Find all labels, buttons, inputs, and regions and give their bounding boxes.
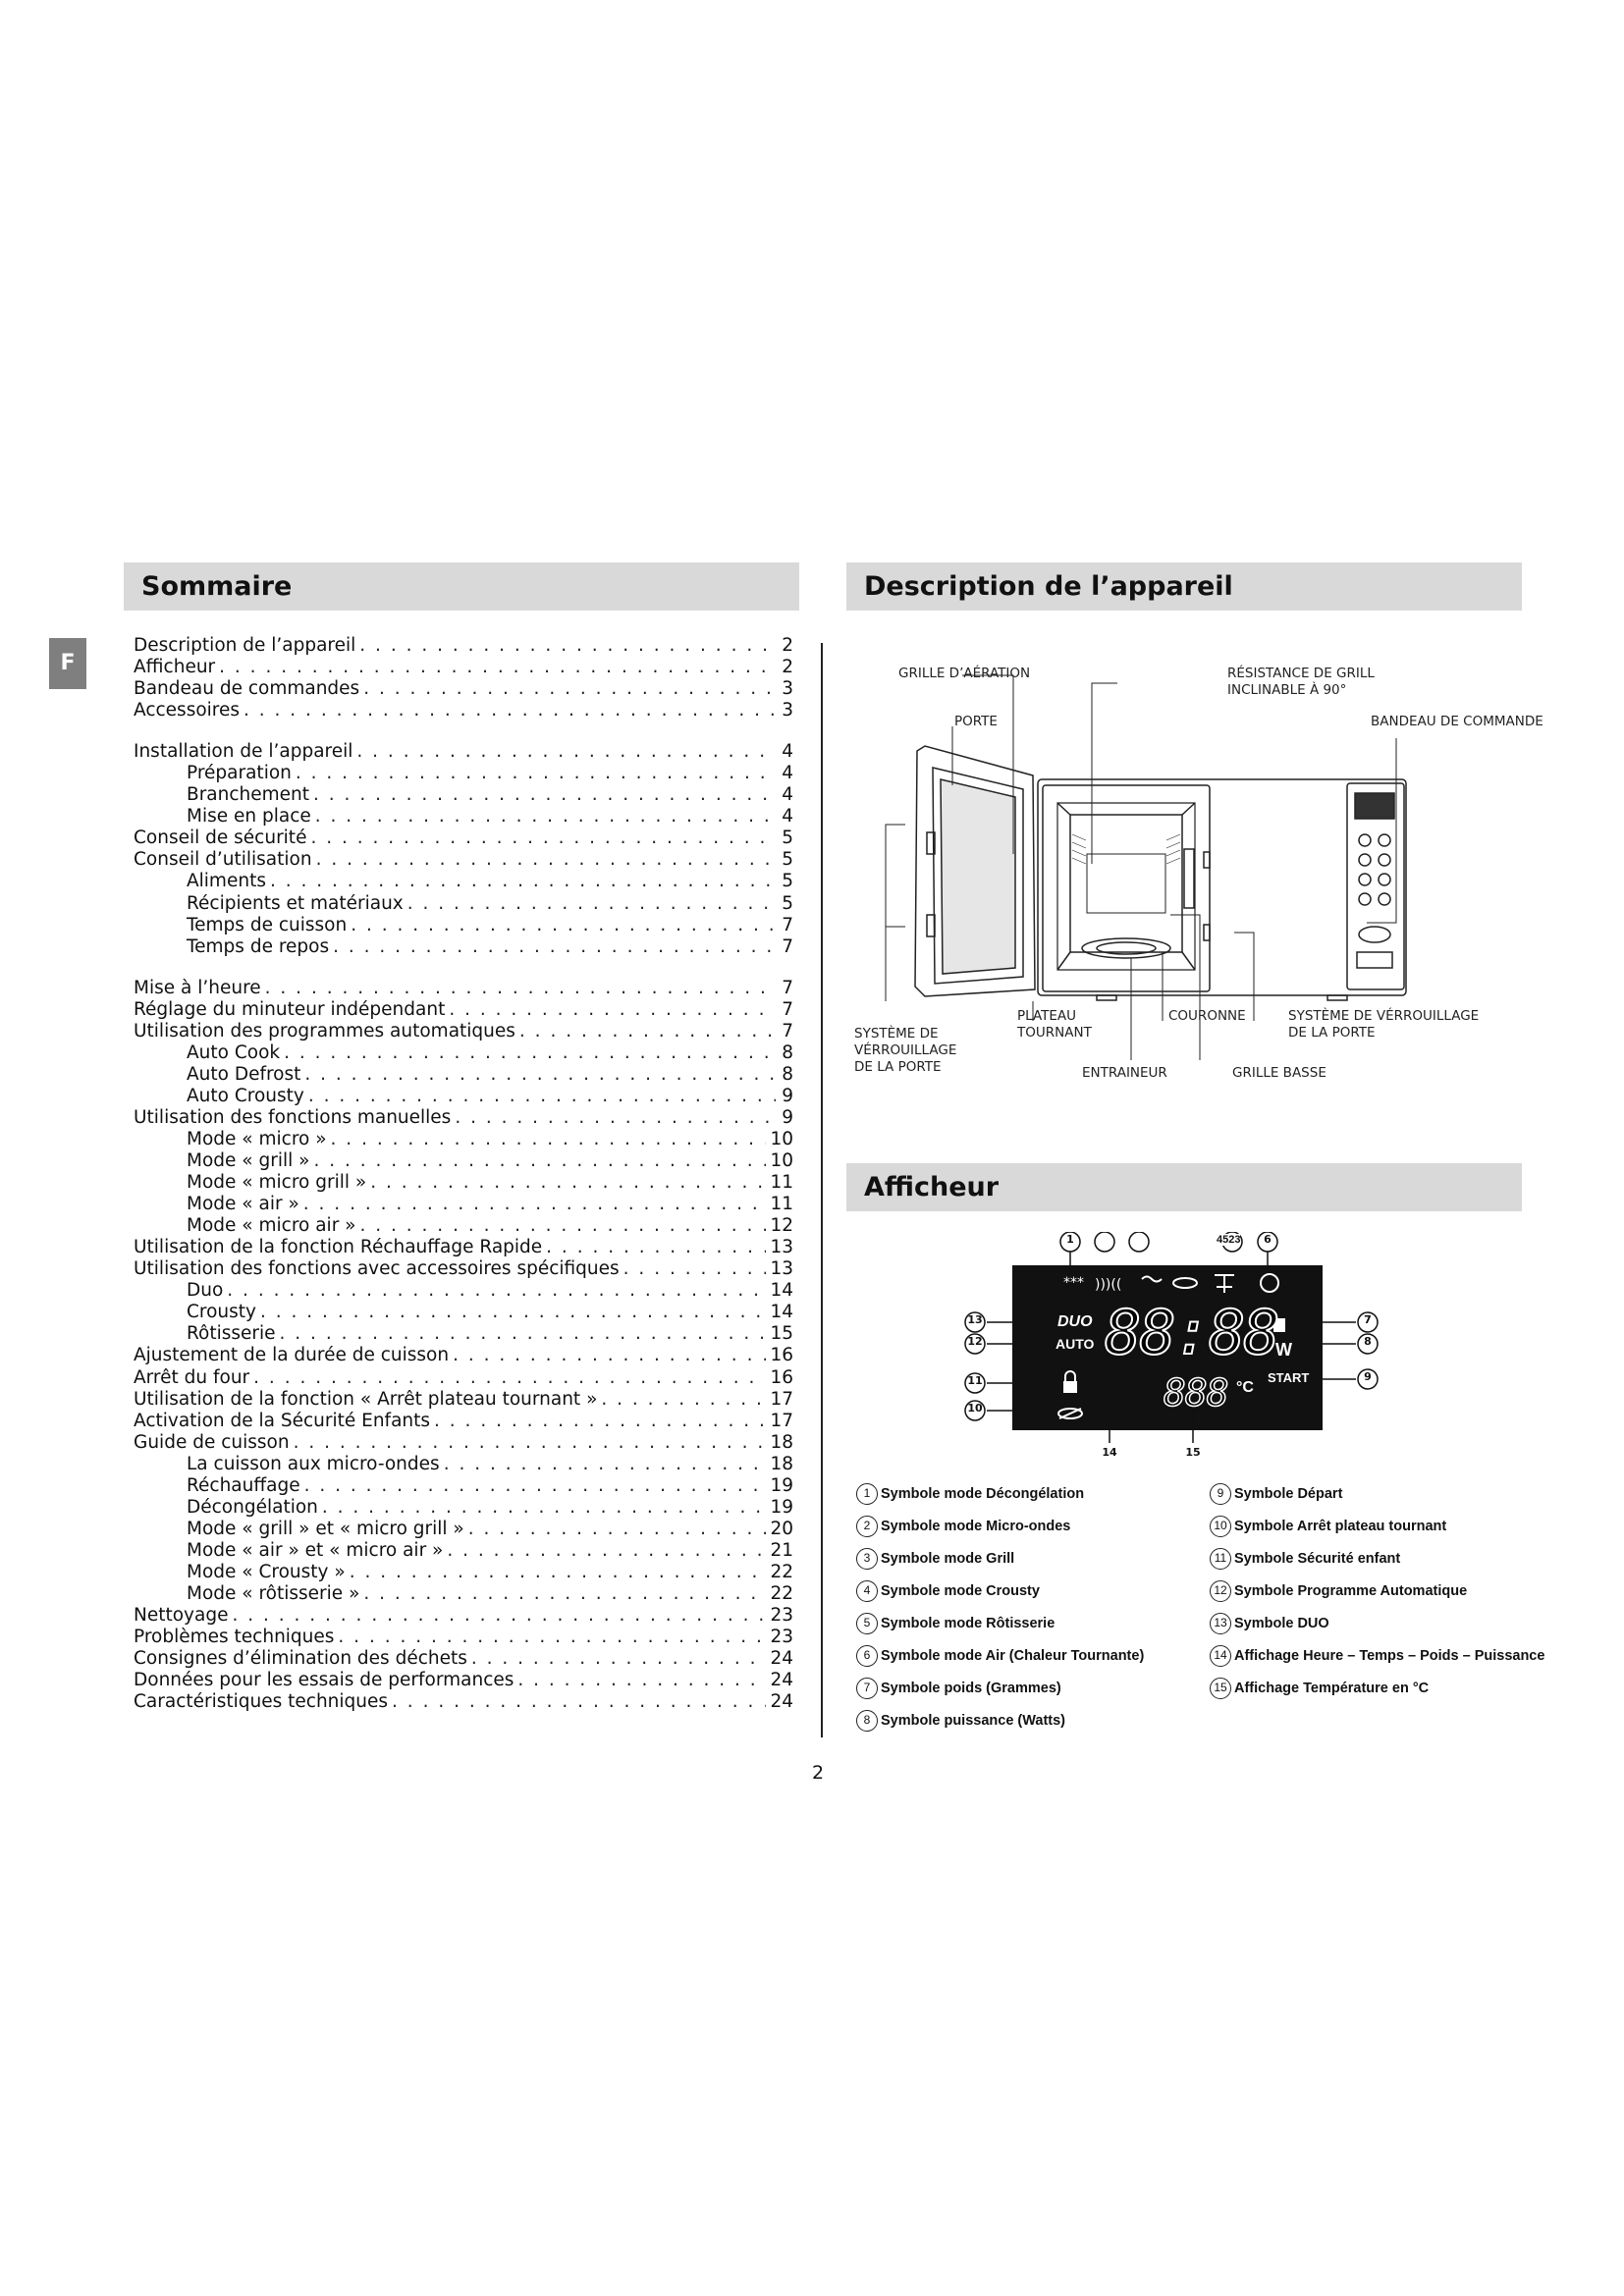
legend-item — [856, 1510, 1144, 1542]
toc-title: Conseil d’utilisation — [134, 849, 312, 871]
auto-symbol: AUTO — [1056, 1336, 1095, 1352]
callout-6: 6 — [1264, 1233, 1272, 1246]
toc-dots — [244, 700, 776, 721]
toc-entry — [134, 1367, 793, 1389]
language-tab: F — [49, 638, 86, 689]
toc-dots — [308, 1086, 776, 1107]
toc-title: Crousty — [187, 1302, 257, 1323]
toc-title: Afficheur — [134, 657, 216, 678]
toc-title: Mode « air » — [187, 1194, 299, 1215]
toc-title: Nettoyage — [134, 1605, 229, 1627]
toc-page: 16 — [770, 1366, 793, 1388]
label-grille-basse: GRILLE BASSE — [1232, 1065, 1326, 1081]
toc-page: 13 — [770, 1258, 793, 1280]
toc-title: Mode « air » et « micro air » — [187, 1539, 444, 1561]
legend-number: 7 — [856, 1678, 878, 1699]
legend-text: Symbole mode Rôtisserie — [881, 1615, 1056, 1631]
toc-title: Réglage du minuteur indépendant — [134, 998, 446, 1020]
toc-entry — [134, 1540, 793, 1562]
legend-number: 11 — [1210, 1548, 1231, 1570]
small-digits: 888 — [1164, 1371, 1228, 1415]
toc-entry — [134, 1302, 793, 1323]
toc-dots — [363, 678, 776, 700]
start-symbol: START — [1268, 1370, 1310, 1385]
toc-entry — [134, 1237, 793, 1258]
toc-dots — [219, 657, 776, 678]
toc-dots — [455, 1107, 776, 1129]
legend-item — [856, 1477, 1144, 1510]
toc-title: Installation de l’appareil — [134, 741, 353, 763]
toc-page: 23 — [770, 1627, 793, 1648]
toc-page: 19 — [770, 1474, 793, 1496]
callout-1: 1 — [1066, 1233, 1074, 1246]
legend-text: Symbole mode Crousty — [881, 1582, 1040, 1599]
toc-entry — [134, 678, 793, 700]
callout-15: 15 — [1185, 1446, 1201, 1459]
label-couronne: COURONNE — [1168, 1008, 1246, 1024]
toc-entry — [134, 978, 793, 999]
toc-entry — [134, 999, 793, 1021]
toc-dots — [270, 871, 776, 892]
toc-dots — [304, 1475, 767, 1497]
toc-entry — [134, 806, 793, 828]
toc-entry — [134, 936, 793, 958]
toc-dots — [265, 978, 776, 999]
toc-page: 7 — [782, 935, 793, 957]
toc-dots — [360, 1215, 767, 1237]
celsius-symbol: °C — [1236, 1379, 1254, 1396]
toc-page: 8 — [782, 1041, 793, 1063]
toc-page: 4 — [782, 806, 793, 828]
toc-entry — [134, 784, 793, 806]
toc-page: 14 — [770, 1302, 793, 1323]
legend-item — [856, 1639, 1144, 1672]
description-header: Description de l’appareil — [846, 562, 1522, 611]
toc-page: 3 — [782, 700, 793, 721]
legend-number: 6 — [856, 1645, 878, 1667]
toc-page: 10 — [770, 1150, 793, 1172]
toc-dots — [313, 784, 776, 806]
callout-14: 14 — [1102, 1446, 1117, 1459]
toc-dots — [322, 1497, 767, 1519]
toc-page: 22 — [770, 1582, 793, 1604]
page-number: 2 — [812, 1762, 825, 1784]
callout-12: 12 — [967, 1335, 983, 1348]
toc-entry — [134, 1627, 793, 1648]
toc-page: 19 — [770, 1496, 793, 1518]
duo-symbol: DUO — [1057, 1313, 1093, 1330]
toc-entry — [134, 1107, 793, 1129]
legend-item — [1210, 1542, 1544, 1575]
toc-page: 14 — [770, 1280, 793, 1302]
toc-entry — [134, 1064, 793, 1086]
toc-entry — [134, 915, 793, 936]
legend-item — [1210, 1672, 1544, 1704]
legend-item — [856, 1575, 1144, 1607]
toc-entry — [134, 1605, 793, 1627]
toc-entry — [134, 1648, 793, 1670]
toc-page: 11 — [770, 1194, 793, 1215]
toc-title: Récipients et matériaux — [187, 892, 404, 914]
toc-entry — [134, 763, 793, 784]
label-entraineur: ENTRAINEUR — [1082, 1065, 1167, 1081]
legend-text: Symbole mode Air (Chaleur Tournante) — [881, 1647, 1145, 1664]
legend-text: Symbole Sécurité enfant — [1234, 1550, 1401, 1567]
legend-item — [856, 1607, 1144, 1639]
callout-13: 13 — [967, 1313, 983, 1326]
toc-entry — [134, 893, 793, 915]
legend-number: 15 — [1210, 1678, 1231, 1699]
toc-dots — [453, 1345, 766, 1366]
legend-number: 4 — [856, 1580, 878, 1602]
svg-text:***: *** — [1063, 1275, 1084, 1291]
legend-text: Symbole Départ — [1234, 1485, 1343, 1502]
toc-title: Mise en place — [187, 806, 311, 828]
toc-title: Temps de cuisson — [187, 914, 348, 935]
legend-item — [1210, 1607, 1544, 1639]
toc-page: 22 — [770, 1561, 793, 1582]
legend-item — [1210, 1477, 1544, 1510]
legend-text: Symbole Arrêt plateau tournant — [1234, 1518, 1447, 1534]
callout-10: 10 — [967, 1402, 983, 1415]
toc-title: Duo — [187, 1280, 224, 1302]
toc-dots — [434, 1411, 766, 1432]
legend-text: Symbole mode Décongélation — [881, 1485, 1085, 1502]
toc-page: 15 — [770, 1323, 793, 1345]
toc-entry — [134, 1454, 793, 1475]
legend-number: 13 — [1210, 1613, 1231, 1634]
toc-dots — [338, 1627, 766, 1648]
toc-page: 7 — [782, 977, 793, 998]
toc-entry — [134, 849, 793, 871]
toc-entry — [134, 1194, 793, 1215]
legend-number: 8 — [856, 1710, 878, 1732]
toc-title: Arrêt du four — [134, 1366, 250, 1388]
toc-entry — [134, 1021, 793, 1042]
svg-text:)))((: )))(( — [1095, 1277, 1122, 1293]
toc-dots — [351, 915, 776, 936]
label-bandeau: BANDEAU DE COMMANDE — [1371, 714, 1543, 729]
toc-page: 13 — [770, 1237, 793, 1258]
toc-dots — [350, 1562, 767, 1583]
toc-page: 16 — [770, 1345, 793, 1366]
toc-title: Auto Defrost — [187, 1063, 301, 1085]
toc-page: 18 — [770, 1431, 793, 1453]
toc-dots — [468, 1519, 767, 1540]
toc-entry — [134, 1345, 793, 1366]
toc-dots — [227, 1280, 766, 1302]
toc-title: Aliments — [187, 871, 266, 892]
toc-title: Description de l’appareil — [134, 635, 356, 656]
toc-title: Utilisation des programmes automatiques — [134, 1020, 515, 1041]
label-systeme-verrouillage: SYSTÈME DE VÉRROUILLAGE DE LA PORTE — [1288, 1008, 1480, 1041]
toc-title: Mode « micro air » — [187, 1215, 356, 1237]
label-resistance: RÉSISTANCE DE GRILL INCLINABLE À 90° — [1227, 666, 1375, 698]
toc-page: 4 — [782, 784, 793, 806]
legend-text: Symbole mode Micro-ondes — [881, 1518, 1071, 1534]
toc-page: 23 — [770, 1605, 793, 1627]
toc-page: 9 — [782, 1106, 793, 1128]
toc-title: Auto Cook — [187, 1041, 281, 1063]
legend-item — [1210, 1639, 1544, 1672]
toc-page: 5 — [782, 849, 793, 871]
toc-entry — [134, 1670, 793, 1691]
toc-entry — [134, 1172, 793, 1194]
toc-entry — [134, 657, 793, 678]
toc-dots — [304, 1064, 776, 1086]
legend-number: 1 — [856, 1483, 878, 1505]
toc-page: 4 — [782, 741, 793, 763]
toc-entry — [134, 741, 793, 763]
callout-11: 11 — [967, 1374, 983, 1387]
toc-page: 18 — [770, 1453, 793, 1474]
toc-title: Utilisation de la fonction Réchauffage Rapide — [134, 1237, 543, 1258]
toc-entry — [134, 871, 793, 892]
toc-entry — [134, 1150, 793, 1172]
toc-dots — [359, 635, 776, 657]
toc-dots — [315, 806, 776, 828]
toc-entry — [134, 1129, 793, 1150]
toc-entry — [134, 700, 793, 721]
toc-entry — [134, 828, 793, 849]
legend-item — [856, 1672, 1144, 1704]
toc-dots — [392, 1691, 766, 1713]
toc-dots — [407, 893, 776, 915]
toc-title: La cuisson aux micro-ondes — [187, 1453, 440, 1474]
sommaire-header: Sommaire — [124, 562, 799, 611]
toc-dots — [447, 1540, 766, 1562]
toc-title: Réchauffage — [187, 1474, 300, 1496]
toc-title: Conseil de sécurité — [134, 828, 307, 849]
toc-dots — [260, 1302, 766, 1323]
toc-dots — [370, 1172, 766, 1194]
label-plateau: PLATEAU TOURNANT — [1017, 1008, 1092, 1041]
table-of-contents — [134, 635, 793, 1713]
callout-7: 7 — [1364, 1313, 1372, 1326]
legend-text: Symbole poids (Grammes) — [881, 1680, 1061, 1696]
toc-page: 11 — [770, 1172, 793, 1194]
toc-dots — [284, 1042, 776, 1064]
legend-right — [1210, 1477, 1544, 1704]
toc-page: 7 — [782, 914, 793, 935]
big-digits: 88:88 — [1105, 1297, 1278, 1368]
label-grille-aeration: GRILLE D’AÉRATION — [898, 666, 1031, 681]
legend-number: 12 — [1210, 1580, 1231, 1602]
toc-dots — [356, 741, 776, 763]
toc-page: 7 — [782, 1020, 793, 1041]
toc-dots — [333, 936, 776, 958]
toc-title: Utilisation des fonctions manuelles — [134, 1106, 452, 1128]
toc-entry — [134, 1583, 793, 1605]
toc-title: Mode « micro grill » — [187, 1172, 367, 1194]
legend-text: Symbole Programme Automatique — [1234, 1582, 1468, 1599]
legend-number: 14 — [1210, 1645, 1231, 1667]
toc-dots — [253, 1367, 766, 1389]
toc-entry — [134, 1691, 793, 1713]
toc-title: Mode « rôtisserie » — [187, 1582, 360, 1604]
label-systeme-porte: SYSTÈME DE VÉRROUILLAGE DE LA PORTE — [854, 1026, 957, 1075]
callout-9: 9 — [1364, 1370, 1372, 1383]
toc-dots — [601, 1389, 766, 1411]
watt-symbol: W — [1275, 1340, 1292, 1360]
toc-title: Mode « micro » — [187, 1128, 327, 1149]
legend-item — [856, 1542, 1144, 1575]
legend-text: Affichage Heure – Temps – Poids – Puissance — [1234, 1647, 1545, 1664]
toc-entry — [134, 1411, 793, 1432]
toc-page: 2 — [782, 635, 793, 656]
toc-page: 21 — [770, 1539, 793, 1561]
toc-title: Consignes d’élimination des déchets — [134, 1648, 467, 1670]
toc-title: Ajustement de la durée de cuisson — [134, 1345, 450, 1366]
label-4523: 4523 — [1217, 1234, 1241, 1246]
toc-dots — [232, 1605, 766, 1627]
toc-dots — [471, 1648, 767, 1670]
toc-title: Mode « grill » et « micro grill » — [187, 1518, 464, 1539]
toc-title: Auto Crousty — [187, 1085, 304, 1106]
toc-dots — [310, 828, 776, 849]
toc-title: Mode « Crousty » — [187, 1561, 346, 1582]
toc-entry — [134, 1497, 793, 1519]
toc-entry — [134, 1475, 793, 1497]
toc-title: Problèmes techniques — [134, 1627, 335, 1648]
toc-page: 4 — [782, 763, 793, 784]
legend-left — [856, 1477, 1144, 1736]
label-porte: PORTE — [954, 714, 998, 729]
toc-page: 10 — [770, 1128, 793, 1149]
display-diagram — [957, 1232, 1389, 1468]
toc-dots — [313, 1150, 766, 1172]
oven-body — [1038, 779, 1406, 995]
toc-title: Temps de repos — [187, 935, 330, 957]
toc-page: 5 — [782, 892, 793, 914]
legend-item — [1210, 1510, 1544, 1542]
toc-page: 12 — [770, 1215, 793, 1237]
toc-entry — [134, 1258, 793, 1280]
toc-page: 24 — [770, 1670, 793, 1691]
toc-dots — [546, 1237, 766, 1258]
legend-number: 9 — [1210, 1483, 1231, 1505]
toc-page: 9 — [782, 1085, 793, 1106]
legend-text: Symbole DUO — [1234, 1615, 1329, 1631]
toc-dots — [449, 999, 776, 1021]
toc-title: Rôtisserie — [187, 1323, 276, 1345]
toc-dots — [519, 1021, 776, 1042]
toc-dots — [316, 849, 776, 871]
toc-title: Préparation — [187, 763, 292, 784]
toc-entry — [134, 1042, 793, 1064]
afficheur-header: Afficheur — [846, 1163, 1522, 1211]
toc-dots — [444, 1454, 767, 1475]
column-divider — [821, 643, 823, 1737]
toc-entry — [134, 1389, 793, 1411]
toc-title: Mode « grill » — [187, 1150, 310, 1172]
toc-page: 24 — [770, 1691, 793, 1713]
toc-page: 17 — [770, 1410, 793, 1431]
toc-page: 3 — [782, 678, 793, 700]
toc-dots — [296, 763, 776, 784]
toc-title: Caractéristiques techniques — [134, 1691, 389, 1713]
toc-page: 2 — [782, 657, 793, 678]
toc-page: 8 — [782, 1063, 793, 1085]
callout-8: 8 — [1364, 1335, 1372, 1348]
toc-page: 24 — [770, 1648, 793, 1670]
toc-dots — [331, 1129, 767, 1150]
toc-title: Utilisation de la fonction « Arrêt plateau tournant » — [134, 1388, 598, 1410]
toc-dots — [623, 1258, 767, 1280]
toc-entry — [134, 1432, 793, 1454]
legend-number: 2 — [856, 1516, 878, 1537]
toc-page: 20 — [770, 1518, 793, 1539]
toc-dots — [294, 1432, 767, 1454]
legend-number: 5 — [856, 1613, 878, 1634]
toc-entry — [134, 1323, 793, 1345]
toc-dots — [280, 1323, 767, 1345]
toc-page: 17 — [770, 1388, 793, 1410]
legend-text: Affichage Température en °C — [1234, 1680, 1430, 1696]
toc-title: Mise à l’heure — [134, 977, 261, 998]
toc-dots — [517, 1670, 766, 1691]
toc-page: 7 — [782, 998, 793, 1020]
toc-entry — [134, 1086, 793, 1107]
toc-title: Données pour les essais de performances — [134, 1670, 514, 1691]
toc-dots — [303, 1194, 767, 1215]
toc-title: Branchement — [187, 784, 310, 806]
toc-entry — [134, 1519, 793, 1540]
legend-item — [856, 1704, 1144, 1736]
legend-text: Symbole puissance (Watts) — [881, 1712, 1066, 1729]
legend-number: 10 — [1210, 1516, 1231, 1537]
legend-text: Symbole mode Grill — [881, 1550, 1015, 1567]
toc-title: Guide de cuisson — [134, 1431, 290, 1453]
toc-title: Bandeau de commandes — [134, 678, 360, 700]
toc-entry — [134, 1280, 793, 1302]
toc-title: Utilisation des fonctions avec accessoires spécifiques — [134, 1258, 620, 1280]
toc-page: 5 — [782, 871, 793, 892]
toc-page: 5 — [782, 828, 793, 849]
toc-entry — [134, 635, 793, 657]
toc-title: Décongélation — [187, 1496, 318, 1518]
legend-number: 3 — [856, 1548, 878, 1570]
toc-dots — [363, 1583, 766, 1605]
toc-entry — [134, 1562, 793, 1583]
toc-title: Activation de la Sécurité Enfants — [134, 1410, 431, 1431]
toc-entry — [134, 1215, 793, 1237]
toc-title: Accessoires — [134, 700, 241, 721]
legend-item — [1210, 1575, 1544, 1607]
